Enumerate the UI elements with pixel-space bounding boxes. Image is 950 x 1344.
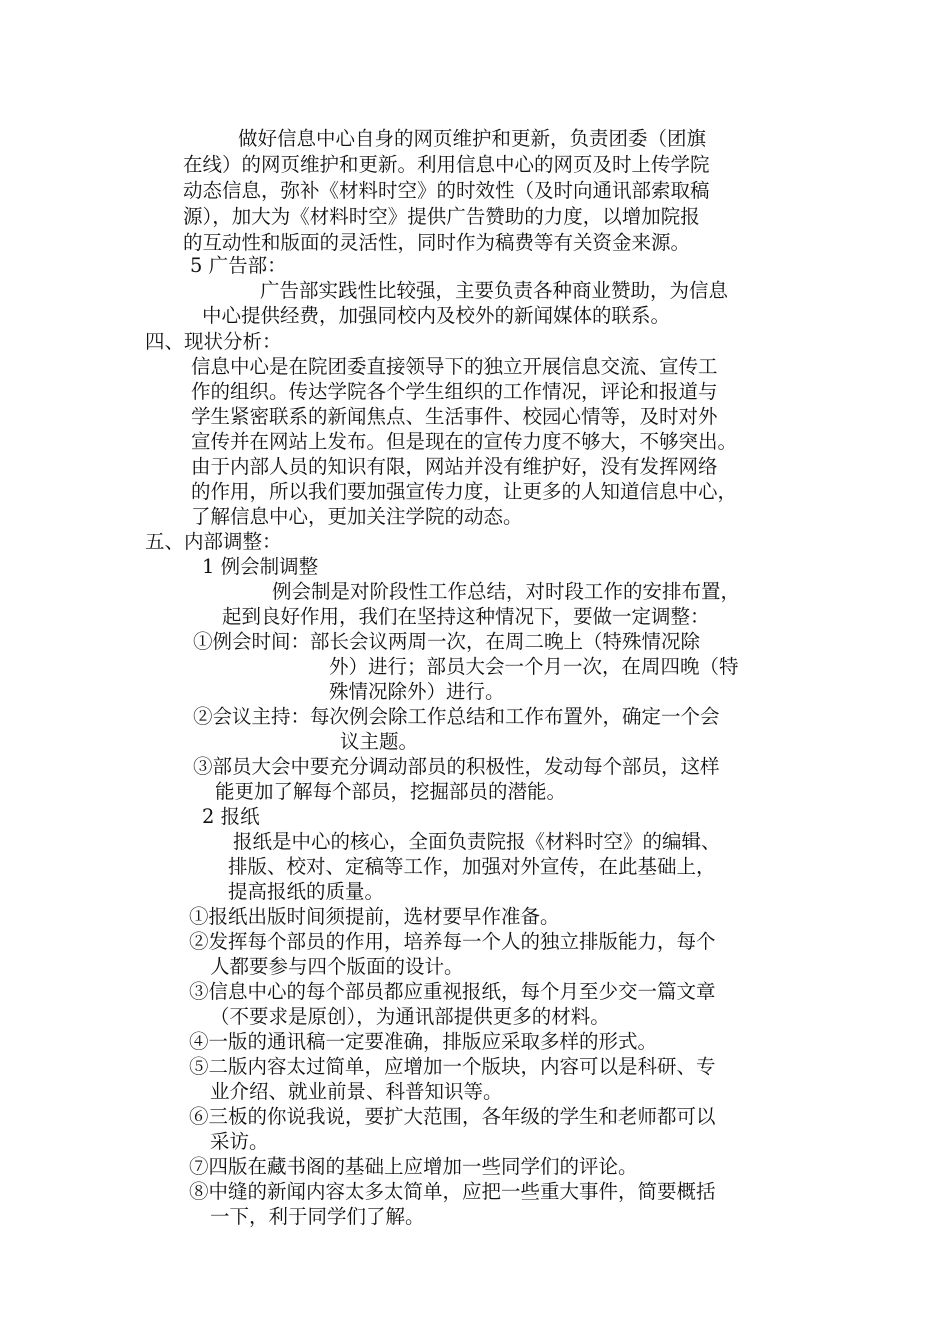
list-item: 采访。 [210, 1130, 269, 1153]
body-text: 排版、校对、定稿等工作，加强对外宣传，在此基础上， [228, 855, 716, 878]
body-text: 动态信息，弥补《材料时空》的时效性（及时向通讯部索取稿 [183, 179, 710, 202]
body-text: 报纸是中心的核心，全面负责院报《材料时空》的编辑、 [233, 830, 721, 853]
body-text: 在线）的网页维护和更新。利用信息中心的网页及时上传学院 [183, 153, 710, 176]
body-text: 中心提供经费，加强同校内及校外的新闻媒体的联系。 [202, 304, 671, 327]
list-item: ③信息中心的每个部员都应重视报纸，每个月至少交一篇文章 [189, 980, 716, 1003]
body-text: 宣传并在网站上发布。但是现在的宣传力度不够大，不够突出。 [191, 430, 738, 453]
list-item: ⑧中缝的新闻内容太多太简单，应把一些重大事件，简要概括 [189, 1180, 716, 1203]
list-item: ③部员大会中要充分调动部员的积极性，发动每个部员，这样 [193, 755, 720, 778]
list-item: ②发挥每个部员的作用，培养每一个人的独立排版能力，每个 [189, 930, 716, 953]
body-text: 作的组织。传达学院各个学生组织的工作情况，评论和报道与 [191, 380, 718, 403]
body-text: 提高报纸的质量。 [228, 880, 385, 903]
list-item: 业介绍、就业前景、科普知识等。 [210, 1080, 503, 1103]
section-heading: 五、内部调整： [145, 530, 282, 553]
list-item: ⑥三板的你说我说，要扩大范围，各年级的学生和老师都可以 [189, 1105, 716, 1128]
list-item: 能更加了解每个部员，挖掘部员的潜能。 [215, 780, 567, 803]
body-text: 学生紧密联系的新闻焦点、生活事件、校园心情等，及时对外 [191, 405, 718, 428]
body-text: 源），加大为《材料时空》提供广告赞助的力度，以增加院报 [183, 205, 700, 228]
subsection-heading: 2 报纸 [202, 805, 260, 828]
body-text: 由于内部人员的知识有限，网站并没有维护好，没有发挥网络 [191, 455, 718, 478]
body-text: 的作用，所以我们要加强宣传力度，让更多的人知道信息中心， [191, 480, 738, 503]
body-text: 做好信息中心自身的网页维护和更新，负责团委（团旗 [238, 127, 707, 150]
list-item: ④一版的通讯稿一定要准确，排版应采取多样的形式。 [189, 1030, 658, 1053]
body-text: 的互动性和版面的灵活性，同时作为稿费等有关资金来源。 [183, 231, 691, 254]
body-text: 信息中心是在院团委直接领导下的独立开展信息交流、宣传工 [191, 355, 718, 378]
list-item: ⑤二版内容太过简单，应增加一个版块，内容可以是科研、专 [189, 1055, 716, 1078]
list-item: 殊情况除外）进行。 [329, 680, 505, 703]
list-item: ②会议主持：每次例会除工作总结和工作布置外，确定一个会 [193, 705, 720, 728]
body-text: 起到良好作用，我们在坚持这种情况下，要做一定调整： [222, 605, 710, 628]
list-item: （不要求是原创），为通讯部提供更多的材料。 [210, 1005, 610, 1028]
list-item: 人都要参与四个版面的设计。 [210, 955, 464, 978]
list-item: 外）进行；部员大会一个月一次，在周四晚（特 [329, 655, 739, 678]
list-item: ⑦四版在藏书阁的基础上应增加一些同学们的评论。 [189, 1155, 638, 1178]
list-item: ①例会时间：部长会议两周一次，在周二晚上（特殊情况除 [193, 630, 701, 653]
subsection-heading: 1 例会制调整 [202, 555, 319, 578]
list-item: 议主题。 [340, 730, 419, 753]
body-text: 例会制是对阶段性工作总结，对时段工作的安排布置， [272, 580, 741, 603]
section-heading: 5 广告部： [190, 254, 287, 277]
body-text: 广告部实践性比较强，主要负责各种商业赞助，为信息 [260, 279, 729, 302]
list-item: ①报纸出版时间须提前，选材要早作准备。 [189, 905, 560, 928]
list-item: 一下，利于同学们了解。 [210, 1205, 425, 1228]
body-text: 了解信息中心，更加关注学院的动态。 [191, 505, 523, 528]
section-heading: 四、现状分析： [145, 330, 282, 353]
